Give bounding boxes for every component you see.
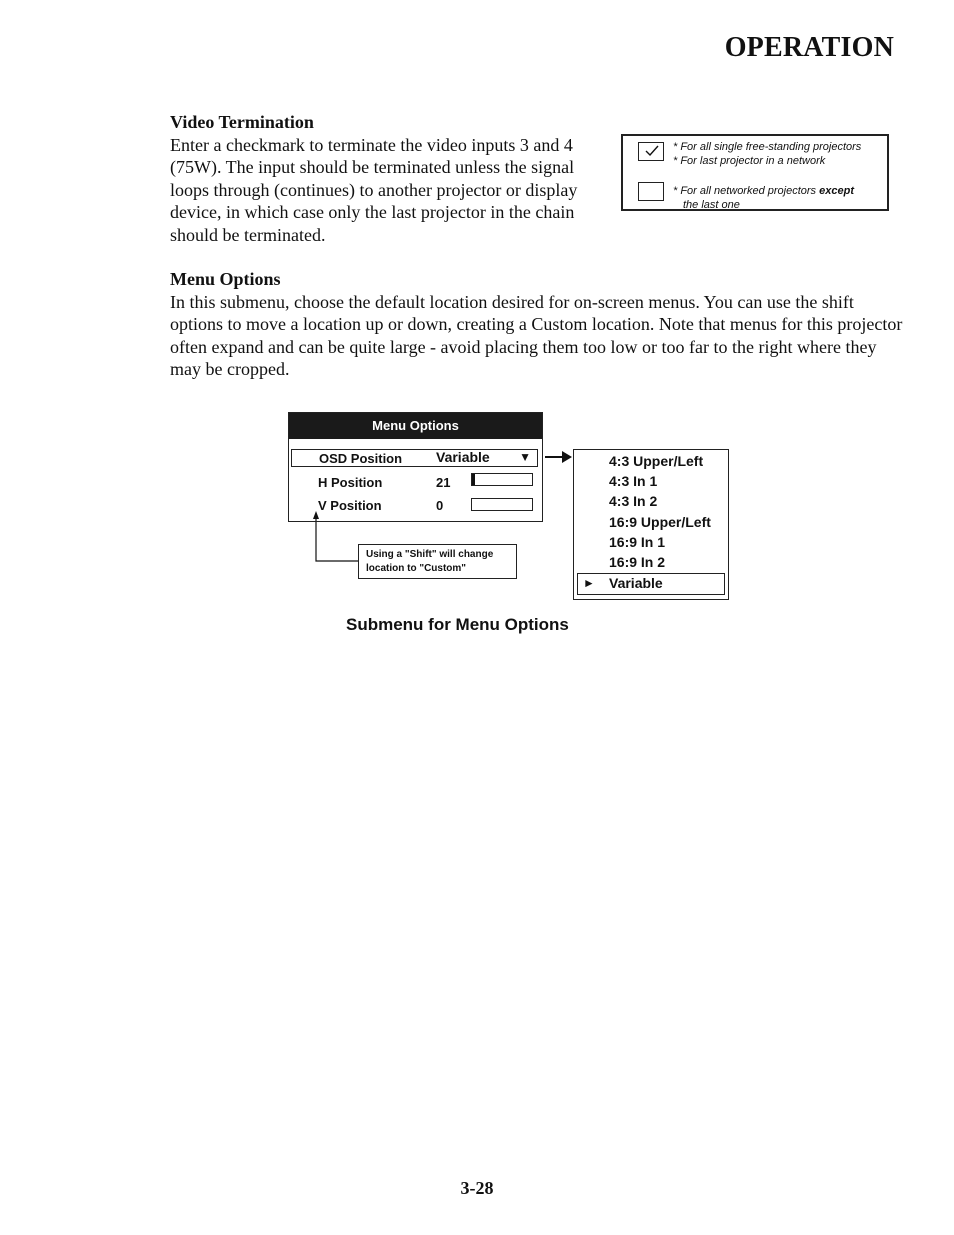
- list-item[interactable]: 16:9 In 2: [609, 554, 666, 570]
- legend-unchecked-emphasis: except: [819, 185, 854, 197]
- shift-note-box: [358, 544, 517, 579]
- v-position-value: 0: [436, 498, 444, 513]
- triangle-down-icon: ▼: [519, 450, 531, 464]
- list-item[interactable]: 4:3 Upper/Left: [609, 453, 704, 469]
- osd-position-dropdown[interactable]: [291, 449, 538, 467]
- osd-position-label: OSD Position: [319, 451, 403, 466]
- list-item-selected[interactable]: [577, 573, 725, 595]
- note-connector-line: [316, 517, 358, 561]
- v-position-slider[interactable]: [471, 498, 533, 511]
- h-position-value: 21: [436, 475, 451, 490]
- triangle-right-icon: ►: [583, 576, 595, 590]
- figure-caption: Submenu for Menu Options: [346, 615, 569, 634]
- osd-position-list: [573, 449, 729, 600]
- shift-note-line2: location to "Custom": [366, 563, 467, 574]
- menu-options-panel-title: Menu Options: [289, 413, 542, 439]
- h-position-slider-fill: [472, 474, 475, 485]
- shift-note-line1: Using a "Shift" will change: [366, 549, 494, 560]
- menu-options-panel: [288, 412, 543, 522]
- video-termination-body: Enter a checkmark to terminate the video inputs 3 and 4 (75W). The input should be terminated unless the signal loops through (continues) to another projector or display device, in which case only the last projector in the chain should be terminated.: [170, 134, 578, 245]
- menu-options-body: In this submenu, choose the default location desired for on-screen menus. You can use the shift options to move a location up or down, creating a Custom location. Note that menus for this projector often expand and can be quite large - avoid placing them too low or too far to the right where they may be cropped.: [170, 291, 903, 380]
- osd-to-list-arrowhead: [562, 451, 572, 463]
- list-item[interactable]: 16:9 Upper/Left: [609, 514, 711, 530]
- h-position-slider[interactable]: [471, 473, 533, 486]
- menu-options-heading: Menu Options: [170, 269, 281, 289]
- list-item[interactable]: 4:3 In 2: [609, 493, 658, 509]
- selected-item-label: Variable: [609, 575, 663, 591]
- video-termination-heading: Video Termination: [170, 112, 314, 132]
- legend-unchecked-line2: the last one: [683, 199, 740, 211]
- page-number: 3-28: [460, 1178, 494, 1198]
- list-item[interactable]: 4:3 In 1: [609, 473, 658, 489]
- osd-position-value: Variable: [436, 449, 490, 465]
- h-position-label: H Position: [318, 475, 383, 490]
- legend-unchecked-prefix: * For all networked projectors: [673, 185, 820, 197]
- legend-checked-line1: * For all single free-standing projectors: [673, 141, 862, 153]
- legend-checked-line2: * For last projector in a network: [673, 155, 826, 167]
- list-item[interactable]: 16:9 In 1: [609, 534, 666, 550]
- v-position-label: V Position: [318, 498, 382, 513]
- page-header-title: OPERATION: [724, 32, 894, 63]
